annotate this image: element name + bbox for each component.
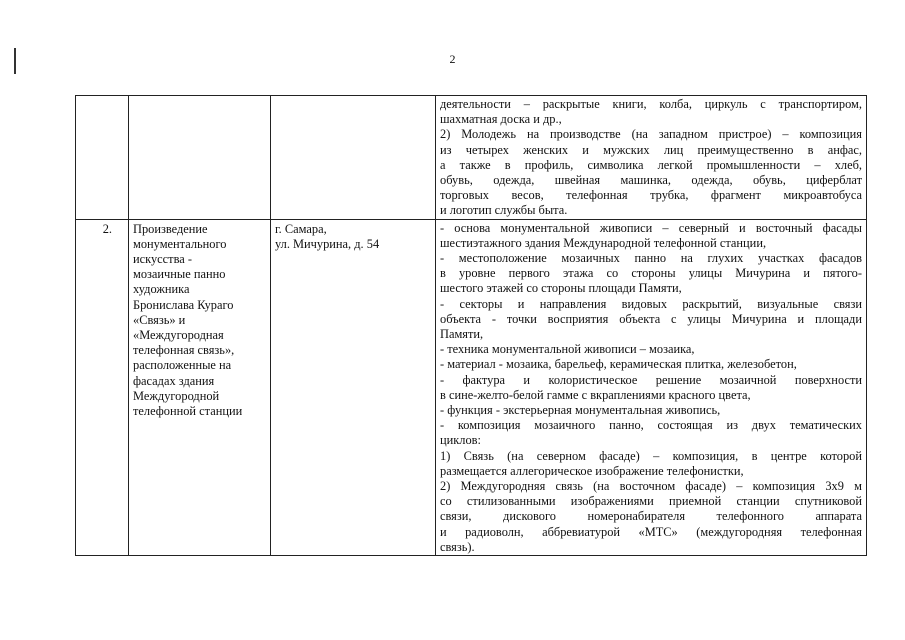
description-line: деятельности – раскрытые книги, колба, циркуль с транспортиром, — [440, 97, 862, 111]
description-line: и радиоволн, аббревиатурой «МТС» (междугородняя телефонная — [440, 524, 862, 539]
text-line: искусства - — [133, 252, 192, 267]
table-row — [76, 96, 867, 220]
description-line: размещается аллегорическое изображение телефонистки, — [440, 463, 744, 478]
text-line: г. Самара, — [275, 221, 327, 236]
description-line: Памяти, — [440, 327, 484, 342]
description-line: торговых весов, телефонная трубка, фрагмент микроавтобуса — [440, 188, 862, 203]
text-line: Междугородной — [133, 388, 220, 403]
document-table — [75, 95, 867, 556]
description-line: - фактура и колористическое решение мозаичной поверхности — [440, 372, 862, 387]
object-description — [436, 96, 866, 219]
table-row — [76, 219, 867, 555]
cell-object-name — [129, 219, 271, 555]
description-line: шестиэтажного здания Международной телефонной станции, — [440, 235, 767, 250]
text-line: телефонной станции — [133, 404, 243, 419]
description-line: циклов: — [440, 433, 481, 448]
description-line: шахматная доска и др., — [440, 112, 562, 127]
text-line: расположенные на — [133, 358, 232, 373]
text-line: фасадах здания — [133, 373, 215, 388]
text-line: ул. Мичурина, д. 54 — [275, 236, 380, 251]
description-line: 1) Связь (на северном фасаде) – композиция, в центре которой — [440, 448, 862, 463]
description-line: связь). — [440, 539, 475, 554]
text-line: «Связь» и — [133, 312, 186, 327]
description-line: 2) Междугородняя связь (на восточном фасаде) – композиция 3х9 м — [440, 479, 862, 494]
description-line: обувь, одежда, швейная машинка, одежда, обувь, циферблат — [440, 173, 862, 188]
cell-address — [271, 96, 436, 220]
cell-address — [271, 219, 436, 555]
object-description — [436, 220, 866, 555]
description-line: - композиция мозаичного панно, состоящая из двух тематических — [440, 418, 862, 433]
text-line: телефонная связь», — [133, 343, 235, 358]
description-line: - местоположение мозаичных панно на глухих участках фасадов — [440, 251, 862, 266]
object-address — [271, 96, 435, 98]
cell-number — [76, 96, 129, 220]
description-line: - техника монументальной живописи – мозаика, — [440, 342, 695, 357]
row-number: 2. — [102, 221, 112, 236]
description-line: из четырех женских и мужских лиц преимущественно в анфас, — [440, 142, 862, 157]
description-line: связи, дискового номеронабирателя телефонного аппарата — [440, 509, 862, 524]
object-name — [129, 220, 270, 420]
description-line: - основа монументальной живописи – северный и восточный фасады — [440, 220, 862, 235]
text-line: Бронислава Кураго — [133, 297, 234, 312]
text-line: «Междугородная — [133, 328, 224, 343]
description-line: в сине-желто-белой гамме с вкраплениями красного цвета, — [440, 387, 751, 402]
row-number — [76, 96, 128, 98]
description-line: в уровне первого этажа со стороны улицы Мичурина и пятого- — [440, 266, 862, 281]
cell-number — [76, 219, 129, 555]
text-line: мозаичные панно — [133, 267, 226, 282]
text-line: Произведение — [133, 221, 208, 236]
text-line: художника — [133, 282, 190, 297]
description-line: шестого этажей со стороны площади Памяти, — [440, 281, 682, 296]
object-address — [271, 220, 435, 252]
description-line: - материал - мозаика, барельеф, керамическая плитка, железобетон, — [440, 357, 797, 372]
description-line: - секторы и направления видовых раскрытий, визуальные связи — [440, 296, 862, 311]
description-line: - функция - экстерьерная монументальная живопись, — [440, 403, 721, 418]
description-line: и логотип службы быта. — [440, 203, 568, 218]
object-name — [129, 96, 270, 98]
description-line: со стилизованными изображениями приемной станции спутниковой — [440, 494, 862, 509]
cell-object-name — [129, 96, 271, 220]
page-number: 2 — [449, 52, 456, 66]
description-line: 2) Молодежь на производстве (на западном пристрое) – композиция — [440, 127, 862, 142]
description-line: а также в профиль, символика легкой промышленности – хлеб, — [440, 157, 862, 172]
text-line: монументального — [133, 236, 227, 251]
cell-description — [436, 219, 867, 555]
description-line: объекта - точки восприятия объекта с улицы Мичурина и площади — [440, 311, 862, 326]
cell-description — [436, 96, 867, 220]
